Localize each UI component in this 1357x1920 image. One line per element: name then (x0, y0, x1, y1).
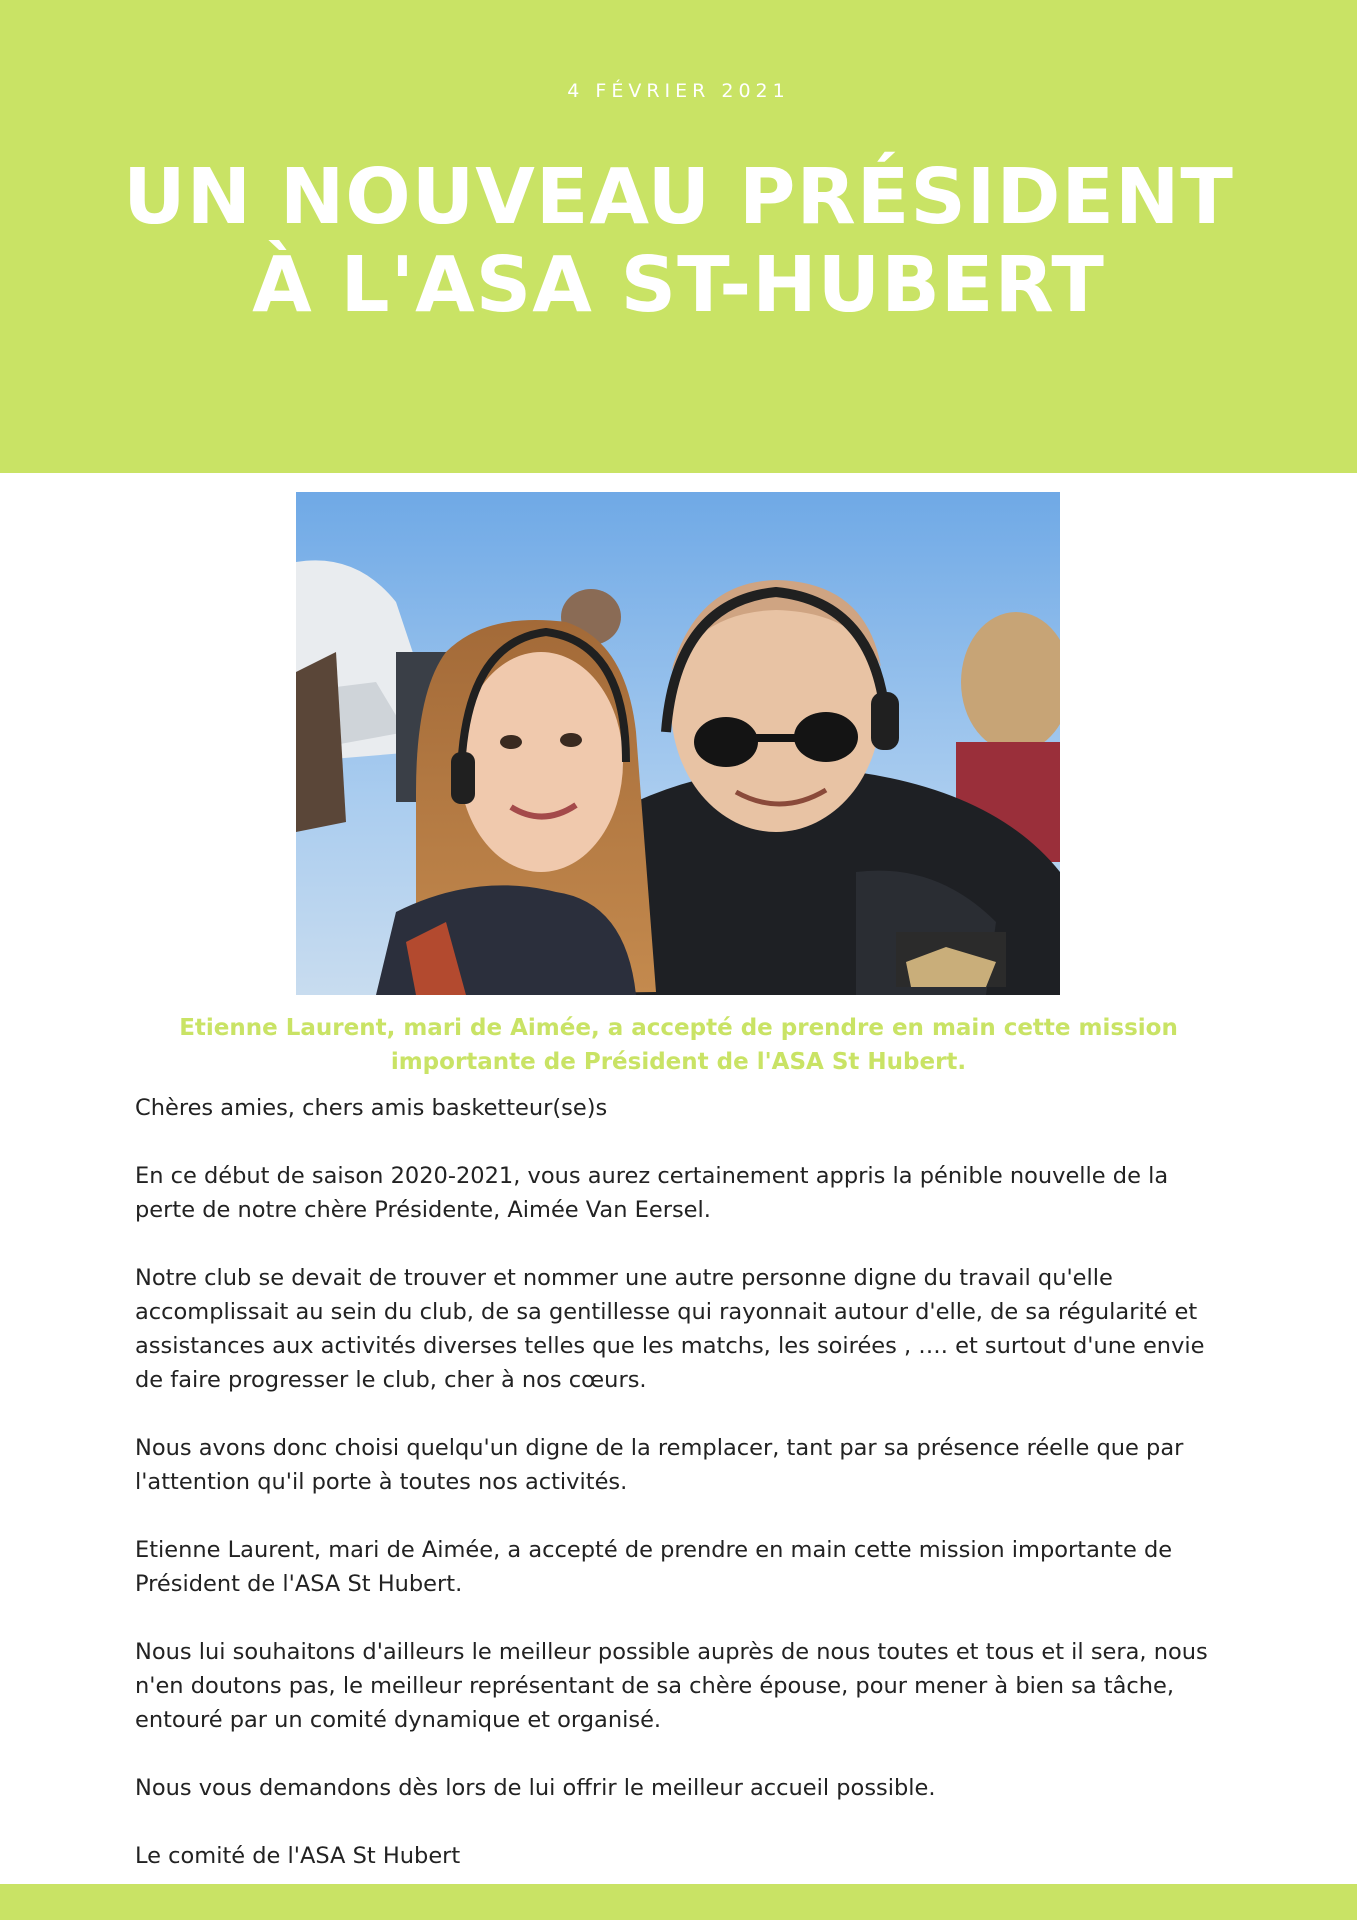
article-date: 4 FÉVRIER 2021 (567, 80, 790, 102)
header-banner (0, 0, 1357, 473)
article-body (135, 1091, 1230, 1907)
paragraph-signature: Le comité de l'ASA St Hubert (135, 1843, 461, 1869)
paragraph-greeting: Chères amies, chers amis basketteur(se)s (135, 1095, 608, 1121)
footer-bar (0, 1884, 1357, 1920)
couple-photo (296, 492, 1060, 995)
article-title (0, 154, 1357, 330)
title-line-1: UN NOUVEAU PRÉSIDENT (123, 153, 1234, 242)
paragraph: Nous vous demandons dès lors de lui offrir le meilleur accueil possible. (135, 1775, 936, 1801)
title-line-2: À L'ASA ST-HUBERT (252, 241, 1105, 330)
paragraph: Nous lui souhaitons d'ailleurs le meilleur possible auprès de nous toutes et tous et il sera, nous n'en doutons pas, le meilleur représentant de sa chère épouse, pour mener à bien sa tâche, entouré par un comité dynamique et organisé. (135, 1639, 1208, 1733)
paragraph: Nous avons donc choisi quelqu'un digne de la remplacer, tant par sa présence réelle que par l'attention qu'il porte à toutes nos activités. (135, 1435, 1184, 1495)
paragraph: En ce début de saison 2020-2021, vous aurez certainement appris la pénible nouvelle de la perte de notre chère Présidente, Aimée Van Eersel. (135, 1163, 1169, 1223)
paragraph: Notre club se devait de trouver et nommer une autre personne digne du travail qu'elle accomplissait au sein du club, de sa gentillesse qui rayonnait autour d'elle, de sa régularité et assistances aux activités diverses telles que les matchs, les soirées , …. et surtout d'une envie de faire progresser le club, cher à nos cœurs. (135, 1265, 1205, 1393)
paragraph: Etienne Laurent, mari de Aimée, a accepté de prendre en main cette mission importante de Président de l'ASA St Hubert. (135, 1537, 1173, 1597)
photo-caption: Etienne Laurent, mari de Aimée, a accepté de prendre en main cette mission importante de Président de l'ASA St Hubert. (179, 1015, 1178, 1075)
